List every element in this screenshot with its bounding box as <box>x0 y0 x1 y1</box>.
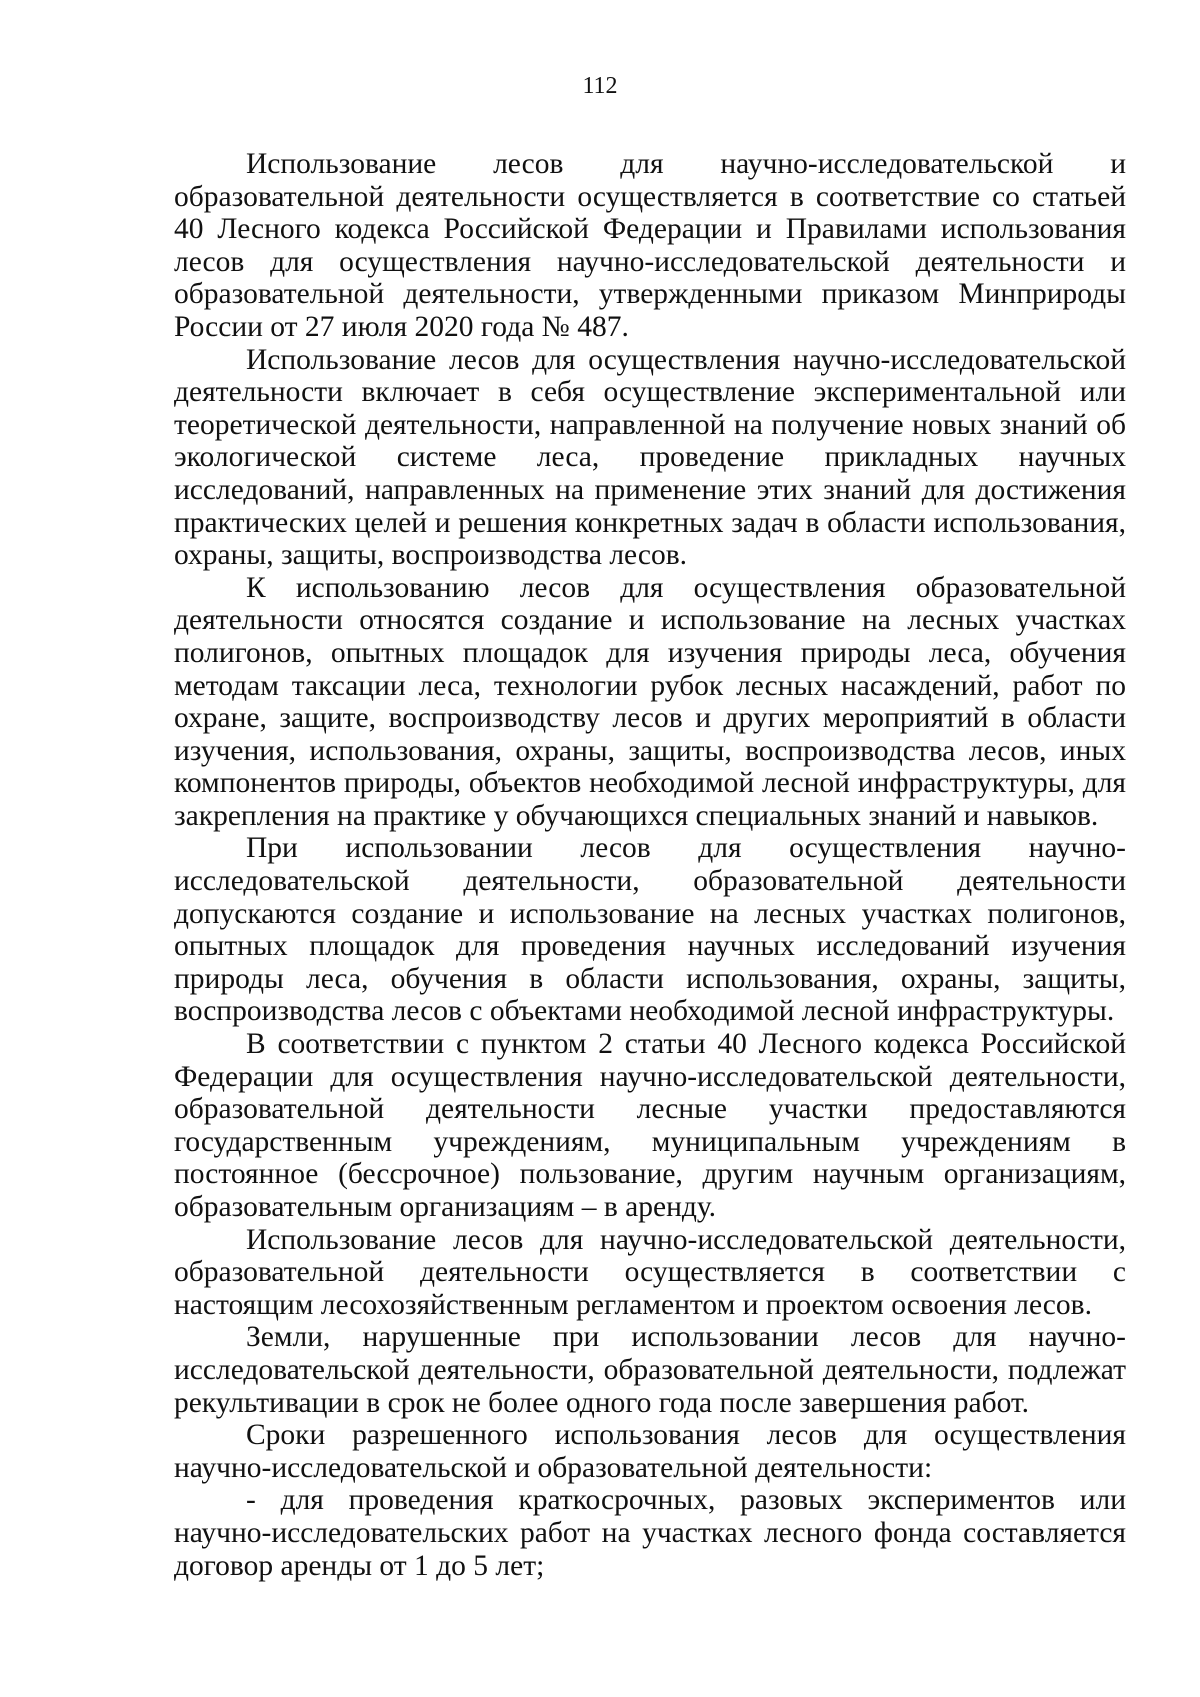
paragraph-educational-activity-definition: К использованию лесов для осуществления образовательной деятельности относятся создание и использование на лесных участках полигонов, опытных площадок для изучения природы леса, обучения методам таксации леса, технологии рубок лесных насаждений, работ по охране, защите, воспроизводству лесов и других мероприятий в области изучения, использования, охраны, защиты, воспроизводства лесов, иных компонентов природы, объектов необходимой лесной инфраструктуры, для закрепления на практике у обучающихся специальных знаний и навыков. <box>174 571 1126 832</box>
paragraph-land-provision: В соответствии с пунктом 2 статьи 40 Лесного кодекса Российской Федерации для осуществления научно-исследовательской деятельности, образовательной деятельности лесные участки предоставляются государственным учреждениям, муниципальным учреждениям в постоянное (бессрочное) пользование, другим научным организациям, образовательным организациям – в аренду. <box>174 1028 1126 1223</box>
list-item-short-term-lease: - для проведения краткосрочных, разовых экспериментов или научно-исследовательских работ на участках лесного фонда составляется договор аренды от 1 до 5 лет; <box>174 1484 1126 1582</box>
paragraph-regulation-compliance: Использование лесов для научно-исследовательской деятельности, образовательной деятельности осуществляется в соответствии с настоящим лесохозяйственным регламентом и проектом освоения лесов. <box>174 1223 1126 1321</box>
paragraph-usage-terms-intro: Сроки разрешенного использования лесов для осуществления научно-исследовательской и образовательной деятельности: <box>174 1419 1126 1484</box>
paragraph-research-activity-definition: Использование лесов для осуществления научно-исследовательской деятельности включает в себя осуществление экспериментальной или теоретической деятельности, направленной на получение новых знаний об экологической системе леса, проведение прикладных научных исследований, направленных на применение этих знаний для достижения практических целей и решения конкретных задач в области использования, охраны, защиты, воспроизводства лесов. <box>174 343 1126 572</box>
paragraph-land-reclamation: Земли, нарушенные при использовании лесов для научно-исследовательской деятельности, образовательной деятельности, подлежат рекультивации в срок не более одного года после завершения работ. <box>174 1321 1126 1419</box>
paragraph-permitted-polygons: При использовании лесов для осуществления научно-исследовательской деятельности, образовательной деятельности допускаются создание и использование на лесных участках полигонов, опытных площадок для проведения научных исследований изучения природы леса, обучения в области использования, охраны, защиты, воспроизводства лесов с объектами необходимой лесной инфраструктуры. <box>174 832 1126 1028</box>
paragraph-forest-use-legal-basis: Использование лесов для научно-исследовательской и образовательной деятельности осуществляется в соответствие со статьей 40 Лесного кодекса Российской Федерации и Правилами использования лесов для осуществления научно-исследовательской деятельности и образовательной деятельности, утвержденными приказом Минприроды России от 27 июля 2020 года № 487. <box>174 148 1126 343</box>
page-number: 112 <box>582 73 618 99</box>
document-body <box>174 148 1126 1582</box>
